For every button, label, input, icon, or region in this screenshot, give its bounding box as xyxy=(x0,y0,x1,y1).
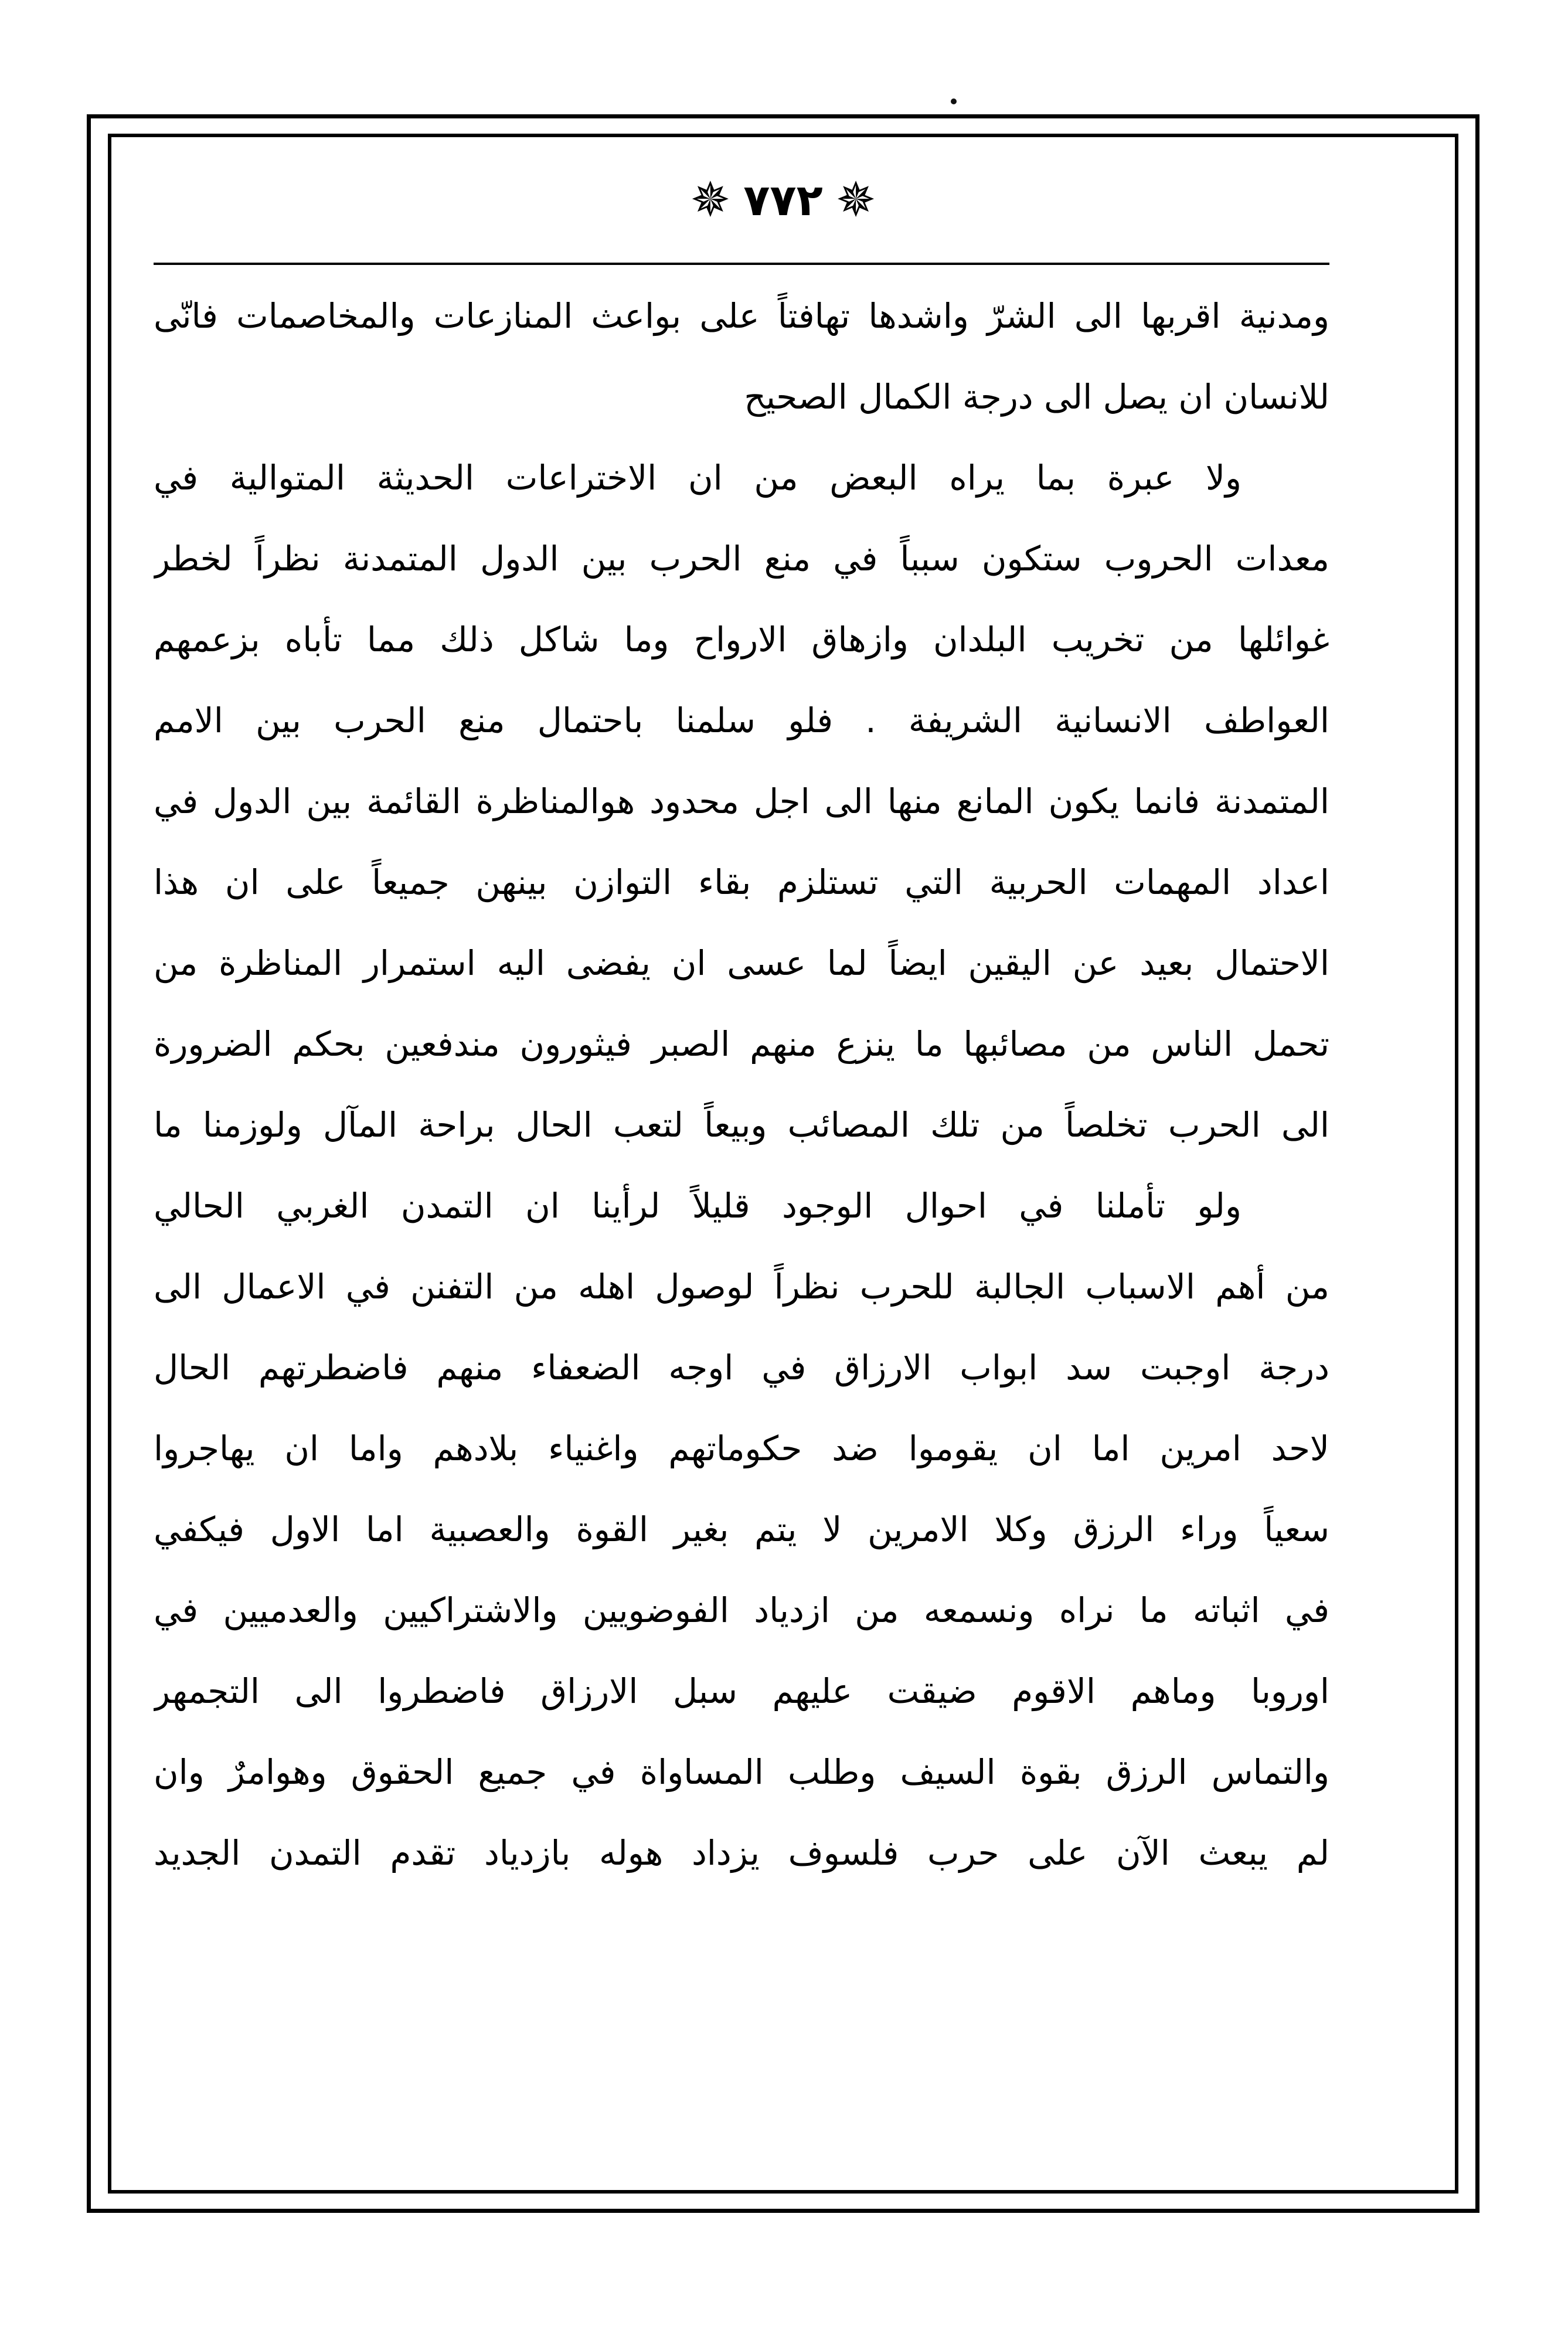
text-line: اوروبا وماهم الاقوم ضيقت عليهم سبل الارزاق فاضطروا الى التجمهر xyxy=(154,1671,1329,1711)
text-line: المتمدنة فانما يكون المانع منها الى اجل محدود هوالمناظرة القائمة بين الدول في xyxy=(154,781,1329,821)
scan-speck xyxy=(951,98,957,104)
text-line: الاحتمال بعيد عن اليقين ايضاً لما عسى ان يفضى اليه استمرار المناظرة من xyxy=(154,943,1329,983)
text-line: ومدنية اقربها الى الشرّ واشدها تهافتاً على بواعث المنازعات والمخاصمات فانّى xyxy=(154,296,1329,336)
ornament-left-icon: ✵ xyxy=(690,172,731,228)
body-text xyxy=(154,276,1329,1893)
text-line: من أهم الاسباب الجالبة للحرب نظراً لوصول اهله من التفنن في الاعمال الى xyxy=(154,1267,1329,1307)
text-line: الى الحرب تخلصاً من تلك المصائب وبيعاً لتعب الحال براحة المآل ولوزمنا ما xyxy=(154,1105,1329,1145)
header-rule xyxy=(154,263,1329,265)
text-line: درجة اوجبت سد ابواب الارزاق في اوجه الضعفاء منهم فاضطرتهم الحال xyxy=(154,1348,1329,1388)
text-line: في اثباته ما نراه ونسمعه من ازدياد الفوضويين والاشتراكيين والعدميين في xyxy=(154,1590,1329,1630)
text-line: اعداد المهمات الحربية التي تستلزم بقاء التوازن بينهن جميعاً على ان هذا xyxy=(154,862,1329,902)
text-line: للانسان ان يصل الى درجة الكمال الصحيح xyxy=(744,377,1329,417)
text-line: ولو تأملنا في احوال الوجود قليلاً لرأينا ان التمدن الغربي الحالي xyxy=(154,1186,1242,1226)
text-line: لم يبعث الآن على حرب فلسوف يزداد هوله بازدياد تقدم التمدن الجديد xyxy=(154,1833,1329,1873)
text-line: غوائلها من تخريب البلدان وازهاق الارواح وما شاكل ذلك مما تأباه بزعمهم xyxy=(154,620,1329,659)
text-line: ولا عبرة بما يراه البعض من ان الاختراعات الحديثة المتوالية في xyxy=(154,458,1242,498)
page-number: ٧٧٢ xyxy=(743,175,823,226)
text-line: سعياً وراء الرزق وكلا الامرين لا يتم بغير القوة والعصبية اما الاول فيكفي xyxy=(154,1509,1329,1549)
ornament-right-icon: ✵ xyxy=(835,172,876,228)
page-header xyxy=(108,165,1458,236)
text-line: والتماس الرزق بقوة السيف وطلب المساواة في جميع الحقوق وهوامرٌ وان xyxy=(154,1752,1329,1792)
text-line: العواطف الانسانية الشريفة . فلو سلمنا باحتمال منع الحرب بين الامم xyxy=(154,700,1329,740)
text-line: تحمل الناس من مصائبها ما ينزع منهم الصبر فيثورون مندفعين بحكم الضرورة xyxy=(154,1024,1329,1064)
text-line: معدات الحروب ستكون سبباً في منع الحرب بين الدول المتمدنة نظراً لخطر xyxy=(154,539,1329,579)
text-line: لاحد امرين اما ان يقوموا ضد حكوماتهم واغنياء بلادهم واما ان يهاجروا xyxy=(154,1429,1329,1468)
